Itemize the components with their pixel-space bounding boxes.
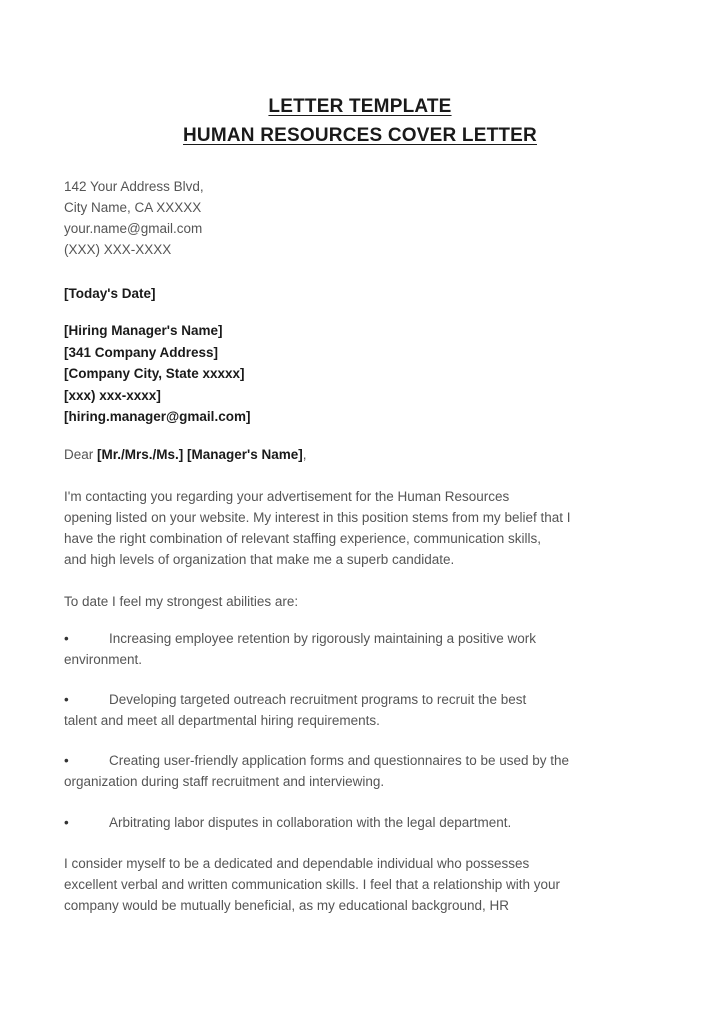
bullet-text-continued: organization during staff recruitment and interviewing.: [64, 774, 385, 789]
bullet-icon: •: [64, 815, 69, 830]
recipient-email: [hiring.manager@gmail.com]: [64, 409, 251, 424]
bullet-text: Developing targeted outreach recruitment programs to recruit the best: [109, 692, 527, 707]
bullet-text: Arbitrating labor disputes in collaboration with the legal department.: [109, 815, 512, 830]
ability-bullet: [64, 750, 664, 792]
paragraph-intro: [64, 486, 664, 570]
ability-bullet: [64, 689, 664, 731]
paragraph-line: have the right combination of relevant staffing experience, communication skills,: [64, 531, 542, 546]
salutation-name: [Mr./Mrs./Ms.] [Manager's Name]: [97, 447, 303, 462]
bullet-icon: •: [64, 753, 69, 768]
paragraph-line: company would be mutually beneficial, as my educational background, HR: [64, 898, 509, 913]
bullet-icon: •: [64, 692, 69, 707]
paragraph-line: I'm contacting you regarding your advertisement for the Human Resources: [64, 489, 510, 504]
salutation-prefix: Dear: [64, 447, 98, 462]
bullet-text: Increasing employee retention by rigorously maintaining a positive work: [109, 631, 536, 646]
paragraph-closing: [64, 853, 664, 916]
sender-address: 142 Your Address Blvd,: [64, 179, 204, 194]
salutation: [64, 444, 664, 465]
recipient-phone: [xxx) xxx-xxxx]: [64, 387, 161, 403]
recipient-city: [Company City, State xxxxx]: [64, 366, 245, 381]
bullet-text: Creating user-friendly application forms and questionnaires to be used by the: [109, 753, 570, 768]
bullet-text-continued: talent and meet all departmental hiring requirements.: [64, 713, 380, 728]
bullet-icon: •: [64, 631, 69, 646]
bullet-text-continued: environment.: [64, 652, 143, 667]
letter-title: [0, 92, 720, 150]
title-line-1: LETTER TEMPLATE: [268, 96, 452, 117]
sender-email: your.name@gmail.com: [64, 221, 203, 236]
recipient-name: [Hiring Manager's Name]: [64, 323, 223, 338]
salutation-suffix: ,: [302, 447, 307, 462]
paragraph-line: and high levels of organization that make me a superb candidate.: [64, 552, 455, 567]
abilities-intro: To date I feel my strongest abilities are:: [64, 594, 299, 609]
sender-block: [64, 176, 664, 260]
ability-bullet: [64, 628, 664, 670]
ability-bullet: [64, 812, 664, 833]
recipient-block: [64, 320, 664, 428]
recipient-address: [341 Company Address]: [64, 344, 219, 360]
paragraph-line: I consider myself to be a dedicated and dependable individual who possesses: [64, 856, 530, 871]
title-line-2: HUMAN RESOURCES COVER LETTER: [183, 125, 537, 146]
paragraph-line: excellent verbal and written communication skills. I feel that a relationship with your: [64, 877, 560, 892]
sender-city: City Name, CA XXXXX: [64, 200, 202, 215]
sender-phone: (XXX) XXX-XXXX: [64, 242, 172, 257]
letter-date: [Today's Date]: [64, 286, 156, 301]
paragraph-line: opening listed on your website. My interest in this position stems from my belief that I: [64, 510, 571, 525]
